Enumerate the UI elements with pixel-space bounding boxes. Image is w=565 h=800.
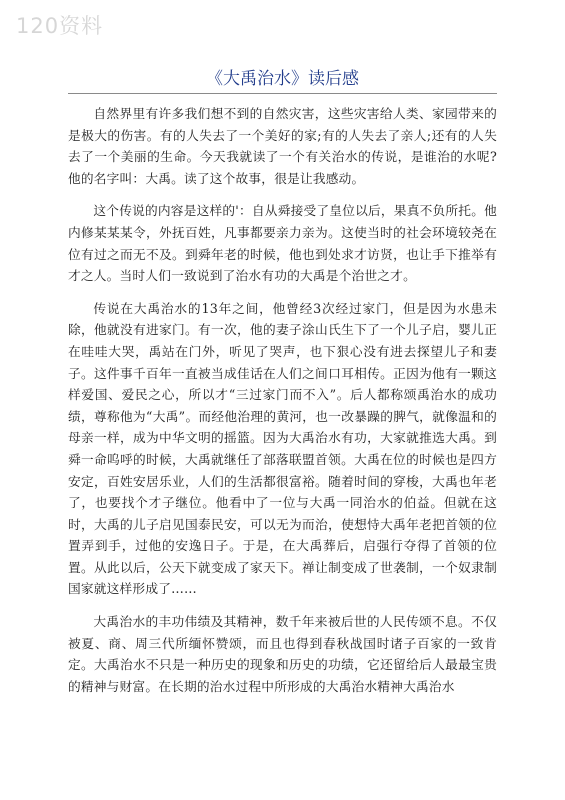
page-title: 《大禹治水》读后感: [206, 69, 359, 89]
article-body: [68, 103, 497, 708]
title-divider: [68, 93, 497, 94]
paragraph-1: 自然界里有许多我们想不到的自然灾害，这些灾害给人类、家园带来的是极大的伤害。有的人失去了一个美好的家;有的人失去了亲人;还有的人失去了一个美丽的生命。今天我就读了一个有关治水的传说，是谁治的水呢?他的名字叫：大禹。读了这个故事，很是让我感动。: [68, 106, 497, 186]
paragraph-3: 传说在大禹治水的13年之间，他曾经3次经过家门，但是因为水患未除，他就没有进家门。有一次，他的妻子涂山氏生下了一个儿子启，婴儿正在哇哇大哭，禹站在门外，听见了哭声，也下狠心没有进去探望儿子和妻子。这件事千百年一直被当成佳话在人们之间口耳相传。正因为他有一颗这样爱国、爱民之心，所以才“三过家门而不入”。后人都称颂禹治水的成功绩，尊称他为“大禹”。而经他治理的黄河，也一改暴躁的脾气，就像温和的母亲一样，成为中华文明的摇篮。因为大禹治水有功，大家就推选大禹。到舜一命呜呼的时候，大禹就继任了部落联盟首领。大禹在位的时候也是四方安定，百姓安居乐业，人们的生活都很富裕。随着时间的穿梭，大禹也年老了，也要找个才子继位。他看中了一位与大禹一同治水的伯益。但就在这时，大禹的儿子启见国泰民安，可以无为而治，使想恃大禹年老把首领的位置弄到手，过他的安逸日子。于是，在大禹葬后，启强行夺得了首领的位置。从此以后，公天下就变成了家天下。禅让制变成了世袭制，一个奴隶制国家就这样形成了……: [68, 300, 497, 597]
watermark: 120资料: [16, 14, 104, 38]
paragraph-2: 这个传说的内容是这样的'：自从舜接受了皇位以后，果真不负所托。他内修某某某令，外抚百姓，凡事都要亲力亲为。这使当时的社会环境较尧在位有过之而无不及。到舜年老的时候，他也到处求才访贤，也让手下推举有才之人。当时人们一致说到了治水有功的大禹是个治世之才。: [68, 203, 497, 284]
paragraph-4: 大禹治水的丰功伟绩及其精神，数千年来被后世的人民传颂不息。不仅被夏、商、周三代所缅怀赞颂，而且也得到春秋战国时诸子百家的一致肯定。大禹治水不只是一种历史的现象和历史的功绩，它还留给后人最最宝贵的精神与财富。在长期的治水过程中所形成的大禹治水精神大禹治水: [68, 614, 497, 694]
